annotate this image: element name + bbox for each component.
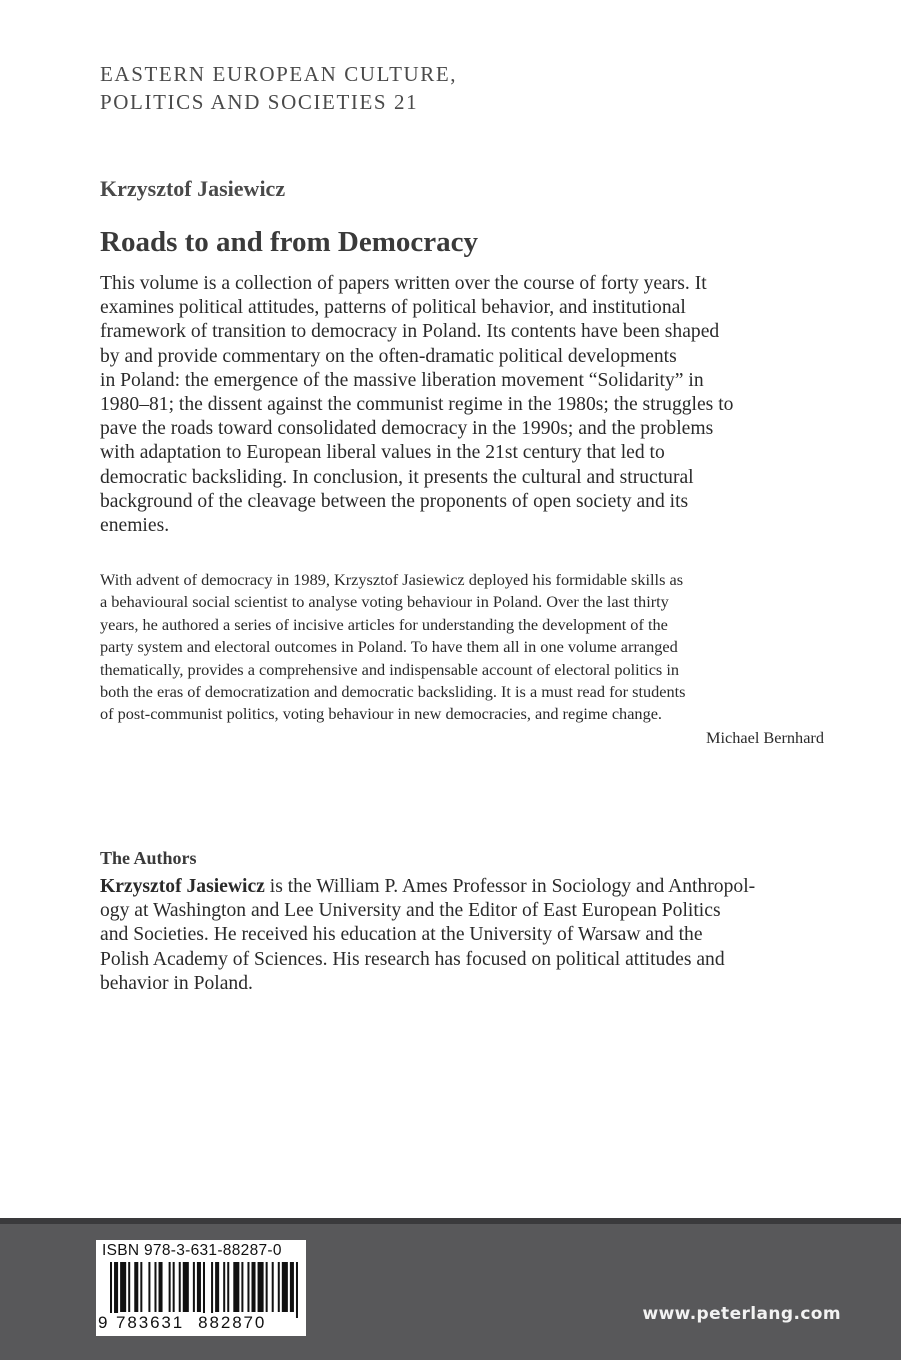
barcode-bar xyxy=(110,1262,112,1318)
reviewer-name: Michael Bernhard xyxy=(706,728,824,747)
barcode-bar xyxy=(179,1262,181,1312)
barcode-bar xyxy=(282,1262,288,1312)
barcode-lead-digit: 9 xyxy=(98,1313,110,1332)
author-name: Krzysztof Jasiewicz xyxy=(100,176,286,201)
review-line: of post-communist politics, voting behaviour in new democracies, and regime change. xyxy=(100,704,663,724)
barcode-bar xyxy=(227,1262,229,1312)
bio-author-name: Krzysztof Jasiewicz xyxy=(100,876,265,897)
blurb-line: democratic backsliding. In conclusion, it presents the cultural and structural xyxy=(100,466,694,488)
blurb-line: in Poland: the emergence of the massive liberation movement “Solidarity” in xyxy=(100,369,704,391)
footer-divider xyxy=(0,1218,901,1224)
book-title: Roads to and from Democracy xyxy=(100,226,479,258)
blurb-line: examines political attitudes, patterns of political behavior, and institutional xyxy=(100,297,686,319)
barcode-bar xyxy=(173,1262,175,1312)
barcode-bar xyxy=(154,1262,156,1312)
bio-line: and Societies. He received his education at the University of Warsaw and the xyxy=(100,924,703,946)
barcode-bar xyxy=(233,1262,239,1312)
review-line: both the eras of democratization and democratic backsliding. It is a must read for students xyxy=(100,682,686,702)
bio-line: behavior in Poland. xyxy=(100,972,253,994)
review-quote xyxy=(100,569,828,726)
review-line: thematically, provides a comprehensive and indispensable account of electoral politics in xyxy=(100,659,679,679)
isbn-label: ISBN 978-3-631-88287-0 xyxy=(102,1242,282,1259)
review-line: a behavioural social scientist to analyse voting behaviour in Poland. Over the last thirty xyxy=(100,592,669,612)
barcode-bar xyxy=(193,1262,195,1312)
isbn-barcode xyxy=(96,1240,306,1336)
barcode-bar xyxy=(183,1262,189,1312)
author-bio xyxy=(100,875,830,996)
barcode-bar xyxy=(203,1262,205,1318)
barcode-bars xyxy=(110,1262,300,1318)
barcode-bar xyxy=(211,1262,213,1318)
blurb-line: background of the cleavage between the proponents of open society and its xyxy=(100,490,689,512)
bio-line: Polish Academy of Sciences. His research has focused on political attitudes and xyxy=(100,948,725,970)
barcode-bar xyxy=(120,1262,126,1312)
publisher-website[interactable]: www.peterlang.com xyxy=(642,1304,841,1324)
blurb-line: pave the roads toward consolidated democracy in the 1990s; and the problems xyxy=(100,418,714,440)
barcode-bar xyxy=(266,1262,268,1312)
barcode-bar xyxy=(296,1262,298,1318)
barcode-bar xyxy=(148,1262,150,1312)
barcode-bar xyxy=(140,1262,142,1312)
authors-heading: The Authors xyxy=(100,848,197,868)
barcode-bar xyxy=(251,1262,255,1312)
barcode-digits xyxy=(96,1313,306,1333)
barcode-bar xyxy=(159,1262,163,1312)
review-line: party system and electoral outcomes in Poland. To have them all in one volume arranged xyxy=(100,637,678,657)
barcode-bar xyxy=(223,1262,225,1312)
blurb-line: framework of transition to democracy in Poland. Its contents have been shaped xyxy=(100,321,720,343)
blurb-line: This volume is a collection of papers written over the course of forty years. It xyxy=(100,273,707,294)
series-title xyxy=(100,60,457,116)
series-line-1: EASTERN EUROPEAN CULTURE, xyxy=(100,62,458,86)
barcode-bar xyxy=(278,1262,280,1312)
bio-line xyxy=(100,875,830,899)
blurb-line: by and provide commentary on the often-dramatic political developments xyxy=(100,345,677,367)
barcode-bar xyxy=(272,1262,274,1312)
barcode-digit-group-2: 882870 xyxy=(188,1313,268,1332)
review-line: years, he authored a series of incisive articles for understanding the development of the xyxy=(100,614,668,634)
series-line-2: POLITICS AND SOCIETIES 21 xyxy=(100,90,419,114)
barcode-bar xyxy=(128,1262,130,1312)
barcode-bar xyxy=(114,1262,118,1318)
blurb-line: enemies. xyxy=(100,515,170,537)
blurb-line: with adaptation to European liberal values in the 21st century that led to xyxy=(100,442,665,464)
review-line: With advent of democracy in 1989, Krzysztof Jasiewicz deployed his formidable skills as xyxy=(100,570,684,589)
barcode-bar xyxy=(258,1262,264,1312)
barcode-bar xyxy=(134,1262,138,1312)
barcode-digit-group-1: 783631 xyxy=(110,1313,188,1332)
barcode-bar xyxy=(241,1262,243,1312)
bio-first-line-text: is the William P. Ames Professor in Sociology and Anthropol- xyxy=(264,876,756,897)
barcode-bar xyxy=(290,1262,294,1312)
barcode-bar xyxy=(247,1262,249,1312)
barcode-bar xyxy=(197,1262,201,1312)
barcode-bar xyxy=(215,1262,219,1312)
bio-line: ogy at Washington and Lee University and the Editor of East European Politics xyxy=(100,900,721,922)
blurb-line: 1980–81; the dissent against the communist regime in the 1980s; the struggles to xyxy=(100,394,734,416)
barcode-bar xyxy=(169,1262,171,1312)
blurb xyxy=(100,272,830,538)
